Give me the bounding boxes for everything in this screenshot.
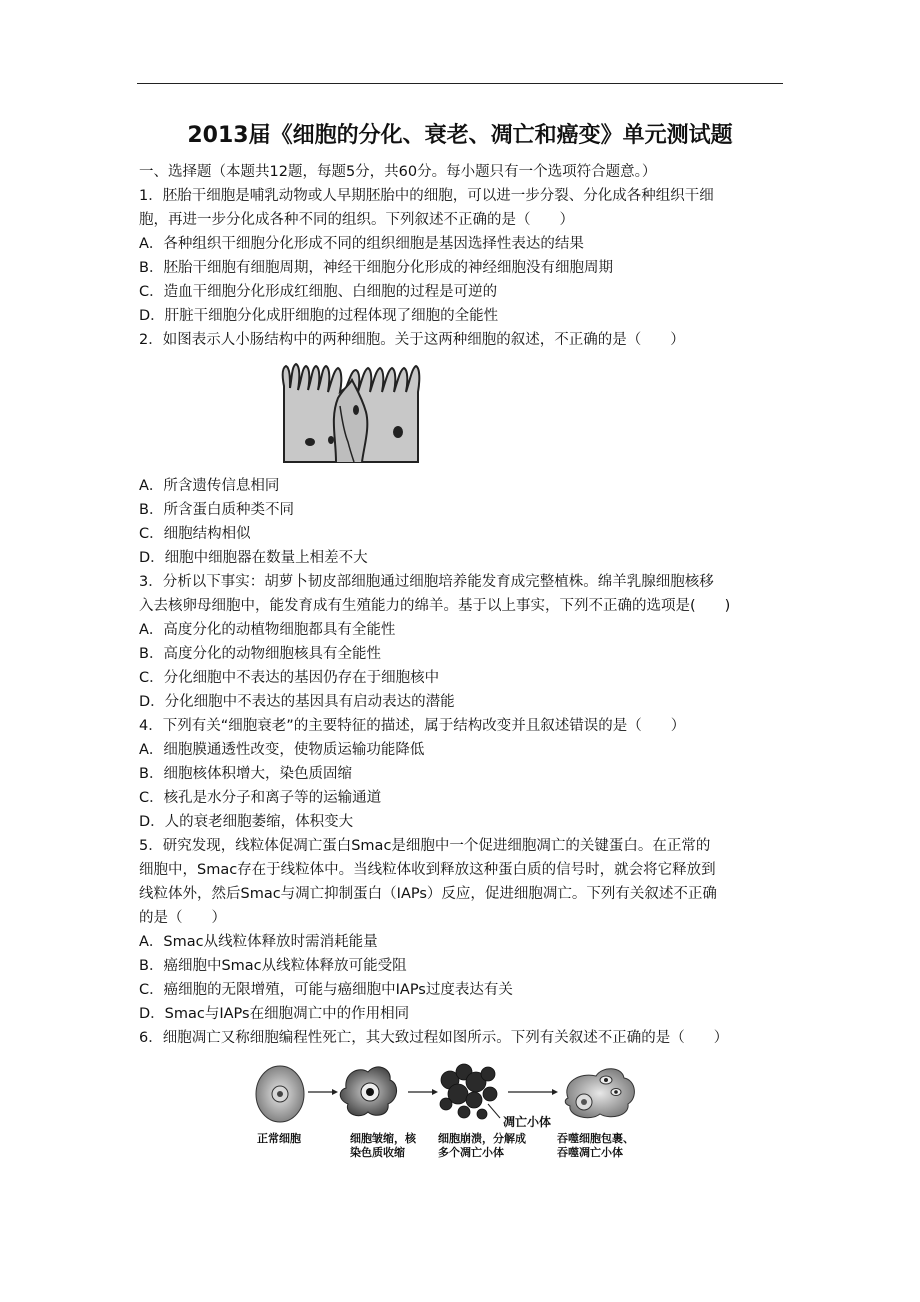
q5-option-c: C．癌细胞的无限增殖，可能与癌细胞中IAPs过度表达有关: [139, 982, 513, 998]
q1-option-b: B．胚胎干细胞有细胞周期，神经干细胞分化形成的神经细胞没有细胞周期: [139, 260, 613, 276]
q1-option-c: C．造血干细胞分化形成红细胞、白细胞的过程是可逆的: [139, 284, 498, 300]
q2-option-c: C．细胞结构相似: [139, 526, 251, 542]
q3-option-c: C．分化细胞中不表达的基因仍存在于细胞核中: [139, 670, 440, 686]
q3-option-b: B．高度分化的动物细胞核具有全能性: [139, 646, 381, 662]
question-6: 6．细胞凋亡又称细胞编程性死亡，其大致过程如图所示。下列有关叙述不正确的是（ ）: [139, 1030, 729, 1046]
page-title: 2013届《细胞的分化、衰老、凋亡和癌变》单元测试题: [187, 123, 733, 148]
q4-option-d: D．人的衰老细胞萎缩，体积变大: [139, 814, 354, 830]
question-2: 2．如图表示人小肠结构中的两种细胞。关于这两种细胞的叙述，不正确的是（ ）: [139, 332, 685, 348]
q2-option-a: A．所含遗传信息相同: [139, 478, 280, 494]
question-1-cont: 胞，再进一步分化成各种不同的组织。下列叙述不正确的是（ ）: [139, 212, 574, 228]
q1-option-d: D．肝脏干细胞分化成肝细胞的过程体现了细胞的全能性: [139, 308, 499, 324]
q5-option-d: D．Smac与IAPs在细胞凋亡中的作用相同: [139, 1006, 410, 1022]
q3-option-d: D．分化细胞中不表达的基因具有启动表达的潜能: [139, 694, 455, 710]
q3-option-a: A．高度分化的动植物细胞都具有全能性: [139, 622, 396, 638]
q5-option-a: A．Smac从线粒体释放时需消耗能量: [139, 934, 378, 950]
question-3: 3．分析以下事实：胡萝卜韧皮部细胞通过细胞培养能发育成完整植株。绵羊乳腺细胞核移: [139, 574, 714, 590]
header-rule: [137, 83, 783, 84]
apoptotic-body-label: 凋亡小体: [503, 1115, 552, 1129]
apoptotic-bodies: [440, 1064, 497, 1119]
question-3-cont: 入去核卵母细胞中，能发育成有生殖能力的绵羊。基于以上事实，下列不正确的选项是( ): [139, 598, 731, 614]
q2-option-b: B．所含蛋白质种类不同: [139, 502, 294, 518]
intestine-cells-figure: [276, 358, 426, 466]
question-5-cont-2: 线粒体外，然后Smac与凋亡抑制蛋白（IAPs）反应，促进细胞凋亡。下列有关叙述不正确: [139, 886, 717, 902]
question-5-cont-3: 的是（ ）: [139, 910, 226, 926]
q4-option-c: C．核孔是水分子和离子等的运输通道: [139, 790, 382, 806]
phagocyte-cell: [565, 1069, 634, 1118]
q2-option-d: D．细胞中细胞器在数量上相差不大: [139, 550, 368, 566]
caption-phagocyte-1: 吞噬细胞包裹、: [557, 1132, 634, 1145]
question-5-cont-1: 细胞中，Smac存在于线粒体中。当线粒体收到释放这种蛋白质的信号时，就会将它释放到: [139, 862, 716, 878]
question-5: 5．研究发现，线粒体促凋亡蛋白Smac是细胞中一个促进细胞凋亡的关键蛋白。在正常的: [139, 838, 711, 854]
caption-phagocyte-2: 吞噬凋亡小体: [557, 1146, 623, 1159]
q1-option-a: A．各种组织干细胞分化形成不同的组织细胞是基因选择性表达的结果: [139, 236, 584, 252]
caption-normal-cell: 正常细胞: [257, 1132, 301, 1145]
caption-collapse-2: 多个凋亡小体: [438, 1146, 504, 1159]
q5-option-b: B．癌细胞中Smac从线粒体释放可能受阻: [139, 958, 407, 974]
apoptosis-process-figure: [250, 1058, 680, 1136]
question-4: 4．下列有关“细胞衰老”的主要特征的描述，属于结构改变并且叙述错误的是（ ）: [139, 718, 686, 734]
caption-shrink-1: 细胞皱缩，核: [350, 1132, 416, 1145]
q4-option-a: A．细胞膜通透性改变，使物质运输功能降低: [139, 742, 425, 758]
q4-option-b: B．细胞核体积增大，染色质固缩: [139, 766, 352, 782]
question-1: 1．胚胎干细胞是哺乳动物或人早期胚胎中的细胞，可以进一步分裂、分化成各种组织干细: [139, 188, 714, 204]
caption-collapse-1: 细胞崩溃，分解成: [438, 1132, 526, 1145]
caption-shrink-2: 染色质收缩: [350, 1146, 405, 1159]
section-heading: 一、选择题（本题共12题，每题5分，共60分。每小题只有一个选项符合题意。）: [139, 164, 657, 180]
